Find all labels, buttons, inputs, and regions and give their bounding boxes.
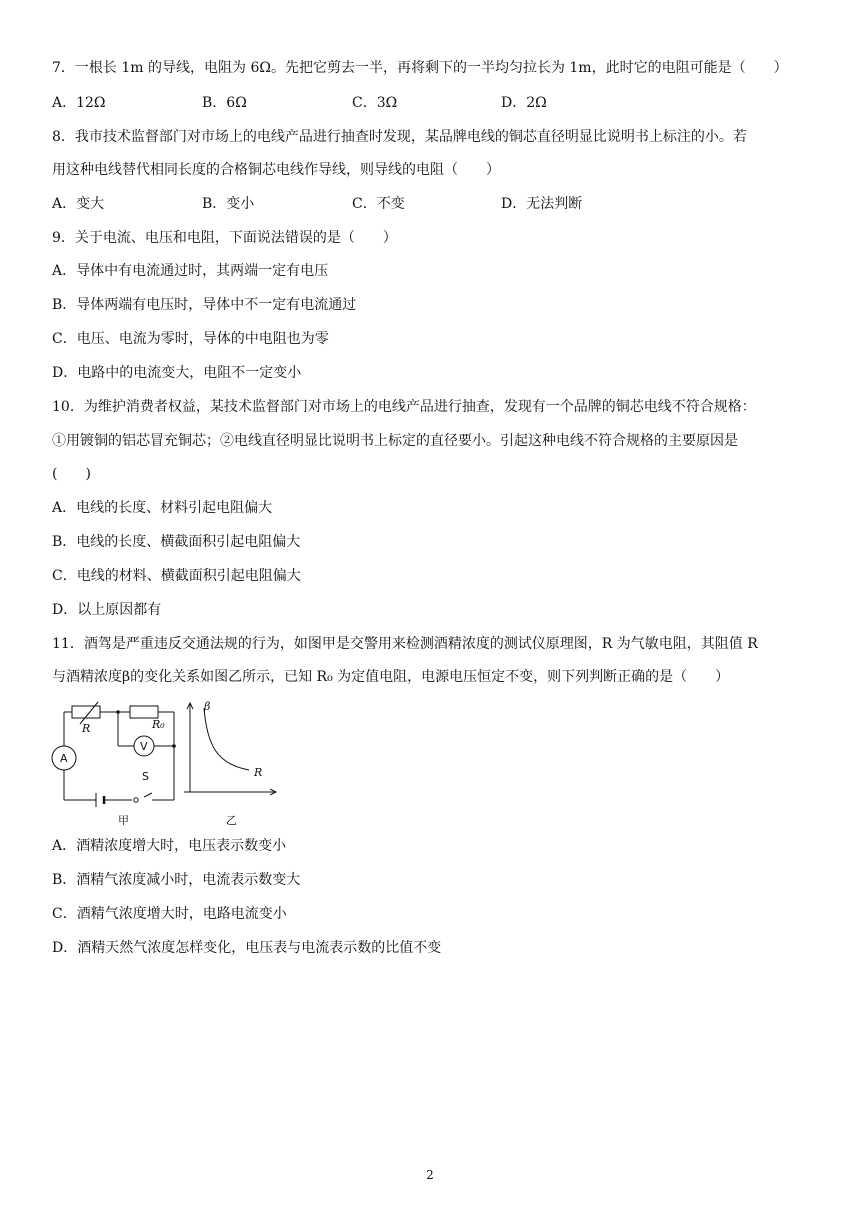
q7-option-d: D．2Ω — [501, 95, 547, 111]
q8-option-c: C．不变 — [352, 196, 405, 212]
q8-option-b: B．变小 — [202, 196, 255, 212]
q11-option-d: D．酒精天然气浓度怎样变化，电压表与电流表示数的比值不变 — [52, 940, 442, 956]
question-10-stem-line-2: ①用镀铜的铝芯冒充铜芯；②电线直径明显比说明书上标定的直径要小。引起这种电线不符合规格的主要原因是 — [52, 433, 738, 449]
question-8-stem-line-2: 用这种电线替代相同长度的合格铜芯电线作导线，则导线的电阻（ ） — [52, 162, 500, 178]
axis-y-label: β — [204, 700, 211, 713]
question-7-stem: 7．一根长 1m 的导线，电阻为 6Ω。先把它剪去一半，再将剩下的一半均匀拉长为 1m，此时它的电阻可能是（ ） — [52, 60, 788, 76]
junction-dot — [172, 744, 176, 748]
q11-option-c: C．酒精气浓度增大时，电路电流变小 — [52, 906, 287, 922]
switch-blade — [144, 793, 152, 797]
figure-svg — [44, 700, 284, 826]
curve-label: R — [254, 766, 263, 779]
question-9-stem: 9．关于电流、电压和电阻，下面说法错误的是（ ） — [52, 230, 397, 246]
question-11-stem-line-1: 11．酒驾是严重违反交通法规的行为，如图甲是交警用来检测酒精浓度的测试仪原理图，R 为气敏电阻，其阻值 R — [52, 636, 758, 652]
beta-r-curve — [204, 708, 249, 770]
q7-option-b: B．6Ω — [202, 95, 247, 111]
q11-option-a: A．酒精浓度增大时，电压表示数变小 — [52, 838, 287, 854]
q9-option-c: C．电压、电流为零时，导体的中电阻也为零 — [52, 331, 329, 347]
label-voltmeter: V — [140, 740, 148, 753]
junction-dot — [116, 710, 120, 714]
graph-axes — [184, 703, 276, 795]
q10-option-a: A．电线的长度、材料引起电阻偏大 — [52, 500, 273, 516]
switch-contact — [134, 798, 138, 802]
caption-jia: 甲 — [118, 814, 129, 826]
q8-option-d: D．无法判断 — [501, 196, 583, 212]
q7-option-a: A．12Ω — [52, 95, 106, 111]
q10-option-c: C．电线的材料、横截面积引起电阻偏大 — [52, 568, 301, 584]
q9-option-b: B．导体两端有电压时，导体中不一定有电流通过 — [52, 297, 357, 313]
question-10-stem-line-3: ( ) — [52, 466, 91, 482]
caption-yi: 乙 — [226, 814, 237, 826]
fixed-resistor-r0 — [130, 706, 158, 718]
q10-option-b: B．电线的长度、横截面积引起电阻偏大 — [52, 534, 301, 550]
q9-option-d: D．电路中的电流变大，电阻不一定变小 — [52, 365, 302, 381]
q8-option-a: A．变大 — [52, 196, 105, 212]
q9-option-a: A．导体中有电流通过时，其两端一定有电压 — [52, 263, 329, 279]
q10-option-d: D．以上原因都有 — [52, 602, 162, 618]
label-switch: S — [142, 770, 149, 783]
label-ammeter: A — [60, 752, 68, 765]
question-11-figure — [44, 700, 284, 826]
question-8-stem-line-1: 8．我市技术监督部门对市场上的电线产品进行抽查时发现，某品牌电线的铜芯直径明显比说明书上标注的小。若 — [52, 129, 747, 145]
label-r0: R₀ — [152, 718, 165, 731]
label-r: R — [82, 722, 91, 735]
question-10-stem-line-1: 10．为维护消费者权益，某技术监督部门对市场上的电线产品进行抽查，发现有一个品牌的铜芯电线不符合规格： — [52, 399, 756, 415]
question-11-stem-line-2: 与酒精浓度β的变化关系如图乙所示，已知 R₀ 为定值电阻，电源电压恒定不变，则下列判断正确的是（ ） — [52, 669, 730, 685]
q11-option-b: B．酒精气浓度减小时，电流表示数变大 — [52, 872, 301, 888]
page-number: 2 — [426, 1168, 434, 1182]
q7-option-c: C．3Ω — [352, 95, 398, 111]
